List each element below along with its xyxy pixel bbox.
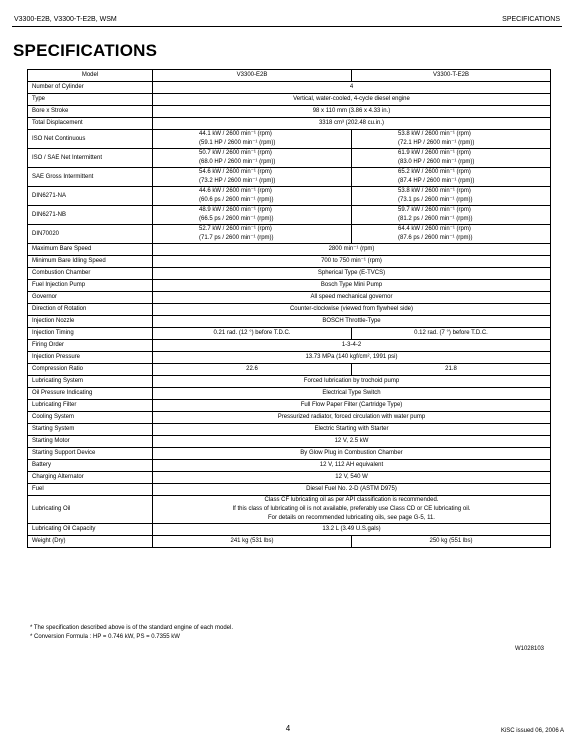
row-label: Firing Order [28,340,153,352]
table-row [28,388,551,400]
value-hp: (71.7 ps / 2600 min⁻¹ (rpm)) [199,235,274,241]
value-hp: (87.4 HP / 2600 min⁻¹ (rpm)) [398,178,475,184]
issue-date: KiSC issued 06, 2006 A [500,728,564,734]
row-label: Charging Alternator [28,472,153,484]
row-label: Fuel Injection Pump [28,280,153,292]
table-row [28,256,551,268]
value-hp: (83.0 HP / 2600 min⁻¹ (rpm)) [398,159,475,165]
table-row [28,448,551,460]
value-kw: 52.7 kW / 2600 min⁻¹ (rpm) [199,226,272,232]
table-row [28,94,551,106]
value-hp: (66.5 ps / 2600 min⁻¹ (rpm)) [199,216,274,222]
table-row [28,340,551,352]
row-label: Weight (Dry) [28,536,153,548]
row-label: Lubricating Oil Capacity [28,524,153,536]
row-value: 13.73 MPa (140 kgf/cm², 1991 psi) [153,352,551,364]
value-kw: 44.1 kW / 2600 min⁻¹ (rpm) [199,131,272,137]
row-value: Bosch Type Mini Pump [153,280,551,292]
value-kw: 53.8 kW / 2600 min⁻¹ (rpm) [398,188,471,194]
value-hp: (72.1 HP / 2600 min⁻¹ (rpm)) [398,140,475,146]
row-value-e2b: 0.21 rad. (12 °) before T.D.C. [153,328,352,340]
table-row [28,364,551,376]
footnote-standard-engine: * The specification described above is of the standard engine of each model. [30,625,234,631]
row-label: Injection Timing [28,328,153,340]
table-row [28,436,551,448]
row-label: Combustion Chamber [28,268,153,280]
table-header-row [28,70,551,82]
value-kw: 59.7 kW / 2600 min⁻¹ (rpm) [398,207,471,213]
row-label: DIN6271-NA [28,187,153,206]
table-row [28,106,551,118]
table-row [28,225,551,244]
lubricating-oil-note: For details on recommended lubricating oils, see page G-5, 11. [268,515,435,521]
value-hp: (68.0 HP / 2600 min⁻¹ (rpm)) [199,159,276,165]
row-value-e2b: 22.6 [153,364,352,376]
row-value: 12 V, 2.5 kW [153,436,551,448]
table-row [28,130,551,149]
value-hp: (73.1 ps / 2600 min⁻¹ (rpm)) [398,197,473,203]
value-kw: 53.8 kW / 2600 min⁻¹ (rpm) [398,131,471,137]
value-kw: 50.7 kW / 2600 min⁻¹ (rpm) [199,150,272,156]
row-label: ISO / SAE Net Intermittent [28,149,153,168]
row-value: All speed mechanical governor [153,292,551,304]
row-label: Starting System [28,424,153,436]
row-value-e2b [153,225,352,244]
table-row [28,244,551,256]
row-label: Oil Pressure Indicating [28,388,153,400]
running-header-left: V3300-E2B, V3300-T-E2B, WSM [14,16,117,23]
row-label: Fuel [28,484,153,496]
row-value: 98 x 110 mm (3.86 x 4.33 in.) [153,106,551,118]
value-kw: 64.4 kW / 2600 min⁻¹ (rpm) [398,226,471,232]
value-hp: (59.1 HP / 2600 min⁻¹ (rpm)) [199,140,276,146]
row-label: Compression Ratio [28,364,153,376]
row-value-t-e2b [352,187,551,206]
row-value: 12 V, 540 W [153,472,551,484]
table-row [28,496,551,524]
row-value-e2b [153,168,352,187]
row-value: BOSCH Throttle-Type [153,316,551,328]
row-value: Forced lubrication by trochoid pump [153,376,551,388]
row-value-e2b: 241 kg (531 lbs) [153,536,352,548]
table-row [28,206,551,225]
row-label: Lubricating Oil [28,496,153,524]
row-label: Lubricating System [28,376,153,388]
row-value: 700 to 750 min⁻¹ (rpm) [153,256,551,268]
lubricating-oil-note: Class CF lubricating oil as per API classification is recommended. [264,497,439,503]
row-label: Lubricating Filter [28,400,153,412]
table-row [28,304,551,316]
row-value: Pressurized radiator, forced circulation with water pump [153,412,551,424]
running-header-right: SPECIFICATIONS [502,16,560,23]
row-label: Battery [28,460,153,472]
table-row [28,316,551,328]
table-row [28,168,551,187]
value-kw: 54.6 kW / 2600 min⁻¹ (rpm) [199,169,272,175]
table-row [28,352,551,364]
specifications-table [27,69,551,548]
header-rule [12,26,562,27]
table-row [28,472,551,484]
row-label: Governor [28,292,153,304]
table-row [28,460,551,472]
row-value-t-e2b: 21.8 [352,364,551,376]
row-value-t-e2b [352,225,551,244]
row-label: Type [28,94,153,106]
value-hp: (81.2 ps / 2600 min⁻¹ (rpm)) [398,216,473,222]
row-value: Electrical Type Switch [153,388,551,400]
row-value-t-e2b: 0.12 rad. (7 °) before T.D.C. [352,328,551,340]
row-value: 3318 cm³ (202.48 cu.in.) [153,118,551,130]
table-row [28,82,551,94]
value-hp: (73.2 HP / 2600 min⁻¹ (rpm)) [199,178,276,184]
row-value: Counter-clockwise (viewed from flywheel side) [153,304,551,316]
table-row [28,376,551,388]
row-label: Bore x Stroke [28,106,153,118]
table-row [28,187,551,206]
row-value-e2b [153,187,352,206]
row-label: SAE Gross Intermittent [28,168,153,187]
row-value-t-e2b: 250 kg (551 lbs) [352,536,551,548]
table-row [28,484,551,496]
row-value-t-e2b [352,149,551,168]
row-value: Vertical, water-cooled, 4-cycle diesel engine [153,94,551,106]
table-row [28,400,551,412]
row-value [153,496,551,524]
row-label: DIN6271-NB [28,206,153,225]
row-value-e2b [153,206,352,225]
table-row [28,118,551,130]
row-value: 12 V, 112 AH equivalent [153,460,551,472]
document-id: W1028103 [514,646,544,652]
row-value-e2b [153,149,352,168]
value-kw: 61.9 kW / 2600 min⁻¹ (rpm) [398,150,471,156]
header-model-e2b: V3300-E2B [153,70,352,82]
row-label: Starting Motor [28,436,153,448]
table-row [28,536,551,548]
value-kw: 44.6 kW / 2600 min⁻¹ (rpm) [199,188,272,194]
table-row [28,149,551,168]
value-kw: 48.9 kW / 2600 min⁻¹ (rpm) [199,207,272,213]
value-kw: 65.2 kW / 2600 min⁻¹ (rpm) [398,169,471,175]
table-row [28,412,551,424]
value-hp: (87.6 ps / 2600 min⁻¹ (rpm)) [398,235,473,241]
row-value-t-e2b [352,168,551,187]
table-row [28,268,551,280]
row-label: Maximum Bare Speed [28,244,153,256]
row-label: Total Displacement [28,118,153,130]
value-hp: (60.6 ps / 2600 min⁻¹ (rpm)) [199,197,274,203]
table-row [28,424,551,436]
header-model: Model [28,70,153,82]
row-label: DIN70020 [28,225,153,244]
row-value: Spherical Type (E-TVCS) [153,268,551,280]
page-number: 4 [285,724,291,733]
table-row [28,328,551,340]
page-title: SPECIFICATIONS [13,41,158,60]
row-label: Direction of Rotation [28,304,153,316]
footnote-conversion-formula: * Conversion Formula : HP = 0.746 kW, PS = 0.7355 kW [30,634,180,640]
table-row [28,292,551,304]
row-label: ISO Net Continuous [28,130,153,149]
row-value: 13.2 L (3.49 U.S.gals) [153,524,551,536]
table-row [28,280,551,292]
row-value: 1-3-4-2 [153,340,551,352]
row-value: 4 [153,82,551,94]
row-value: Electric Starting with Starter [153,424,551,436]
row-label: Injection Pressure [28,352,153,364]
row-label: Cooling System [28,412,153,424]
row-value: By Glow Plug in Combustion Chamber [153,448,551,460]
row-value-e2b [153,130,352,149]
lubricating-oil-note: If this class of lubricating oil is not available, preferably use Class CD or CE lubricating oil. [232,506,471,512]
row-label: Number of Cylinder [28,82,153,94]
row-label: Minimum Bare Idling Speed [28,256,153,268]
row-value: Full Flow Paper Filter (Cartridge Type) [153,400,551,412]
row-value: 2800 min⁻¹ (rpm) [153,244,551,256]
row-label: Injection Nozzle [28,316,153,328]
row-value-t-e2b [352,206,551,225]
row-value-t-e2b [352,130,551,149]
table-row [28,524,551,536]
row-label: Starting Support Device [28,448,153,460]
row-value: Diesel Fuel No. 2-D (ASTM D975) [153,484,551,496]
header-model-t-e2b: V3300-T-E2B [352,70,551,82]
